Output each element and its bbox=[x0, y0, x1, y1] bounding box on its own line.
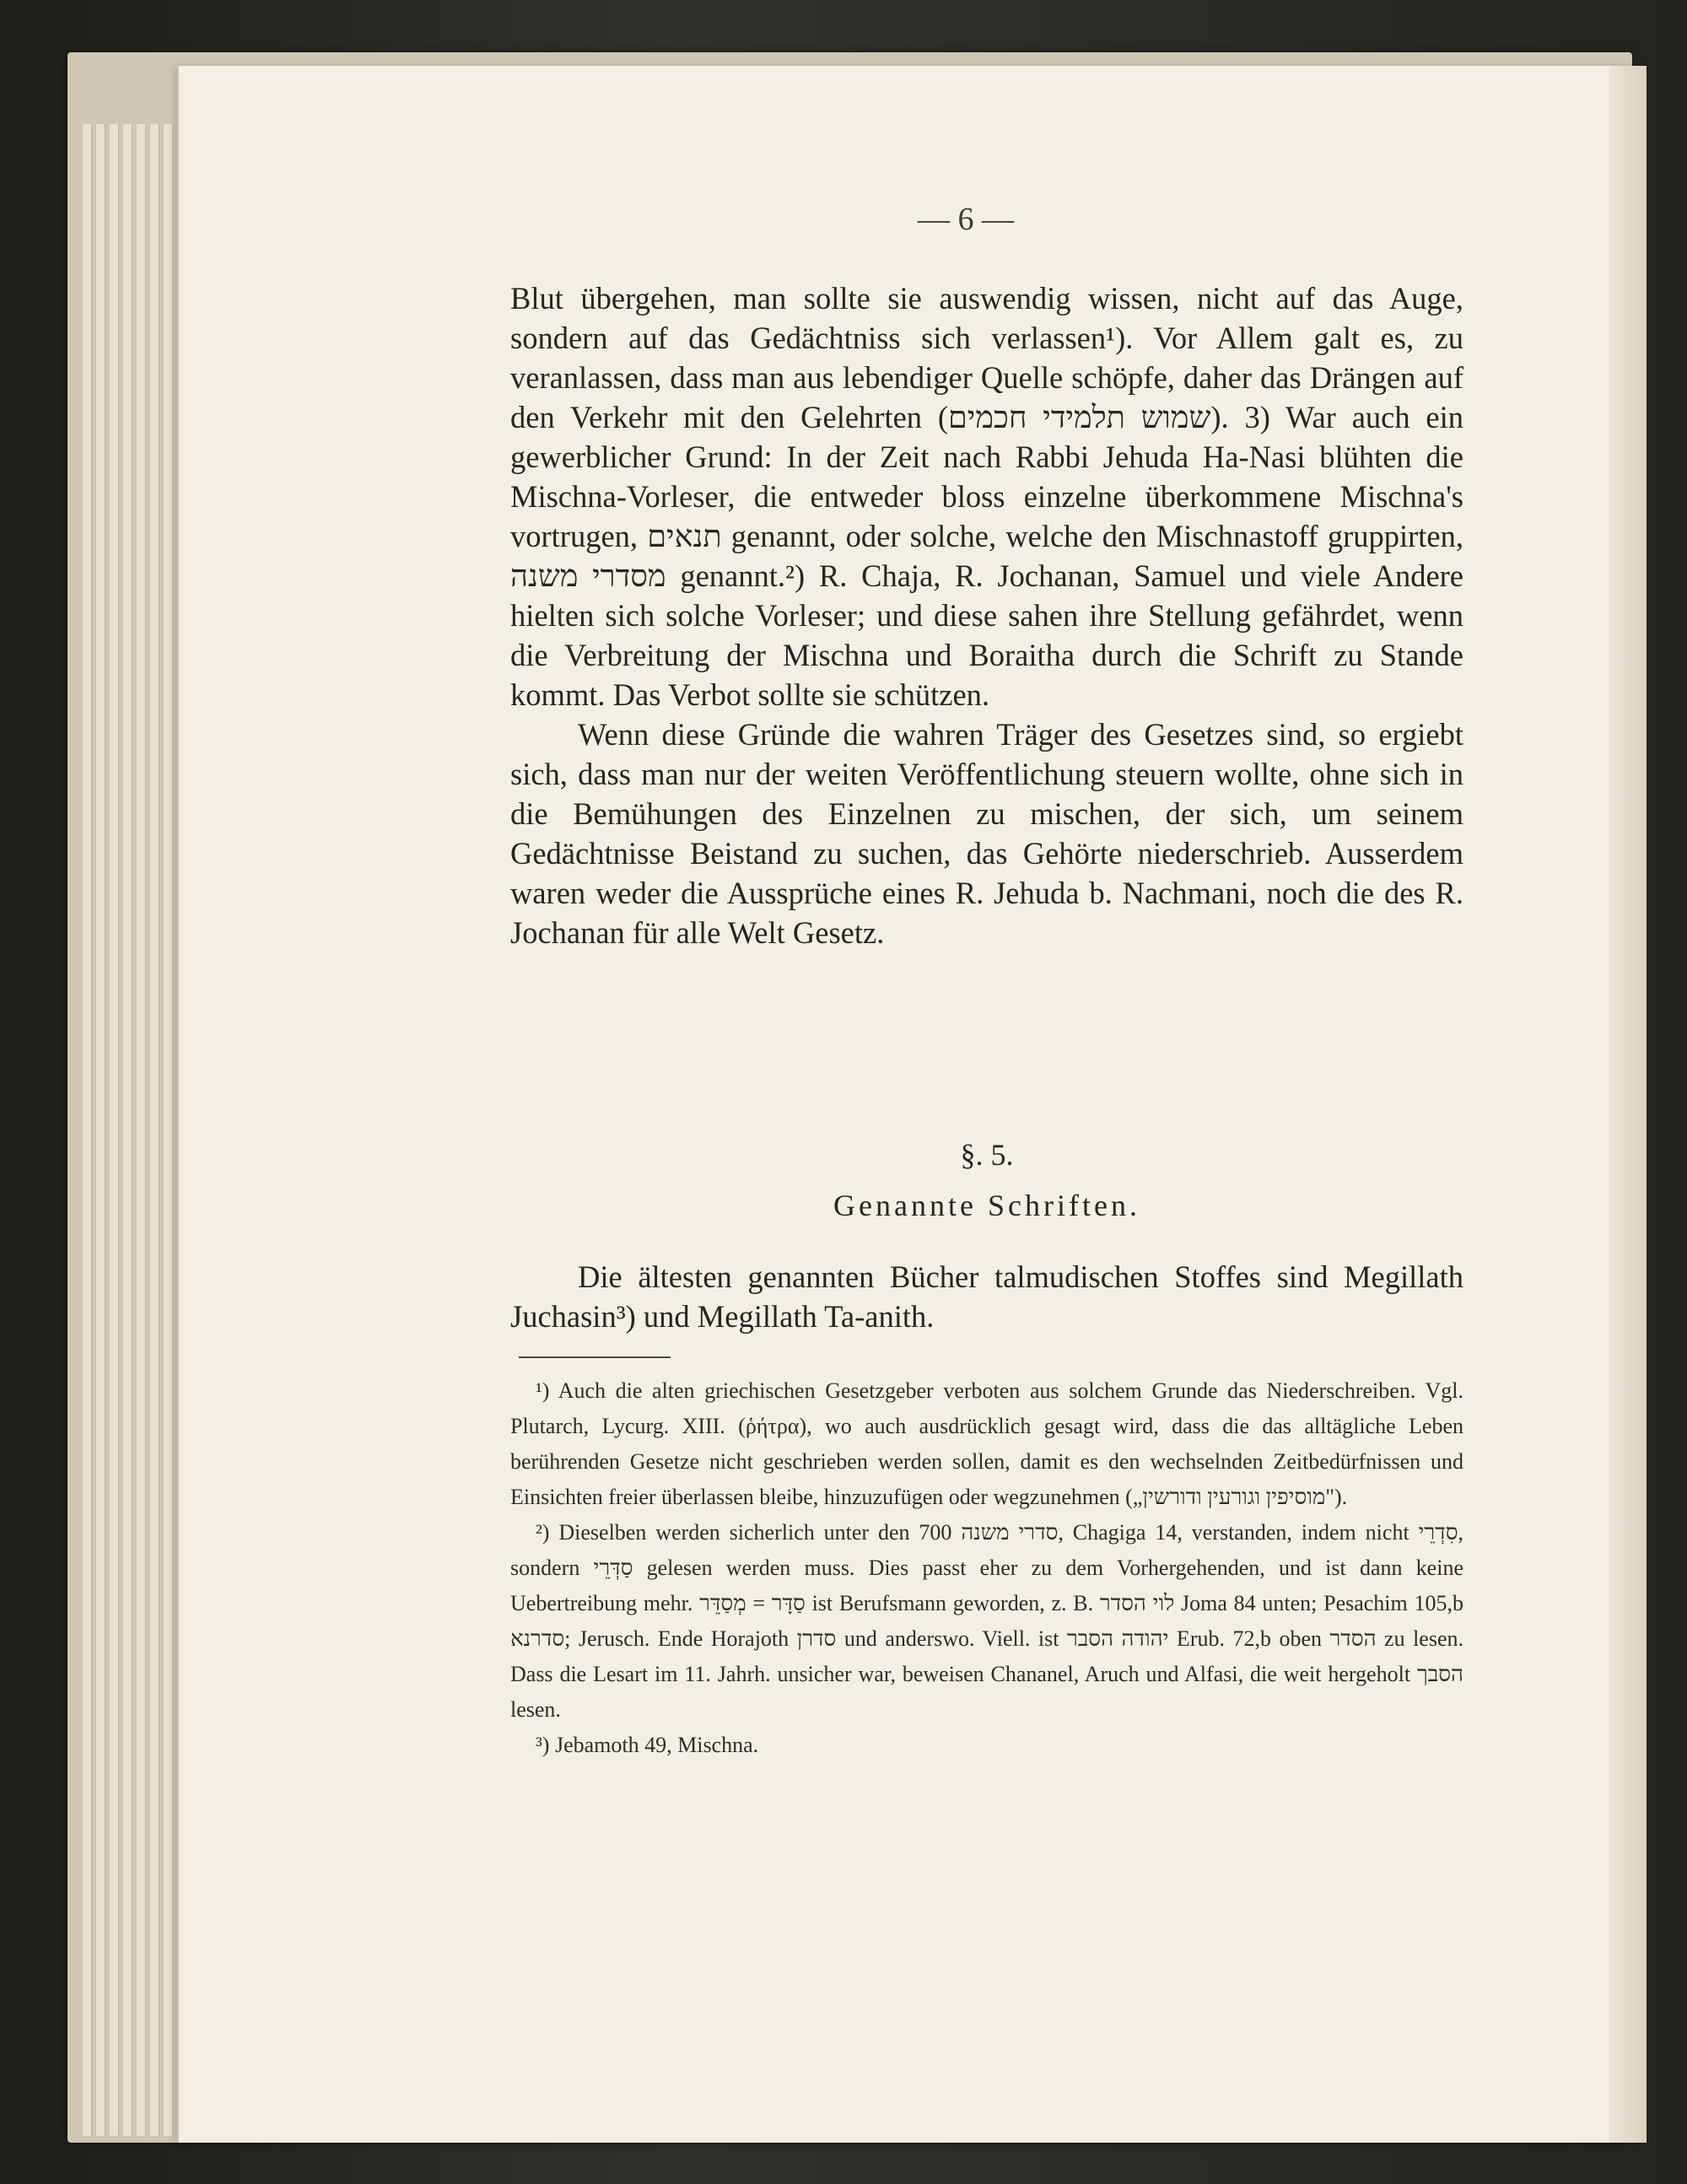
page-number: — 6 — bbox=[918, 202, 1014, 237]
body-text bbox=[510, 278, 1463, 952]
page-edge bbox=[137, 124, 146, 2136]
section-heading: Genannte Schriften. bbox=[833, 1189, 1140, 1222]
footnote: ²) Dieselben werden sicherlich unter den 700 סדרי משנה, Chagiga 14, verstanden, indem nicht סִדְרֵי, sondern סַדְּרֵי gelesen werden muss. Dies passt eher zu dem Vorhergehenden, und ist dann keine Uebertreibung mehr. סַדָּר = מְסַדֵּר ist Berufsmann geworden, z. B. לוי הסדר Joma 84 unten; Pesachim 105,b סדרנא; Jerusch. Ende Horajoth סדרן und anderswo. Viell. ist יהודה הסבר Erub. 72,b oben הסדר zu lesen. Dass die Lesart im 11. Jahrh. unsicher war, beweisen Chananel, Aruch und Alfasi, die weit hergeholt הסבך lesen. bbox=[510, 1520, 1464, 1722]
paragraph: Wenn diese Gründe die wahren Träger des Gesetzes sind, so ergiebt sich, dass man nur der weiten Veröffentlichung steuern wollte, ohne sich in die Bemühungen des Einzelnen zu mischen, der sich, um seinem Gedächtnisse Beistand zu suchen, das Gehörte niederschrieb. Ausserdem waren weder die Aussprüche eines R. Jehuda b. Nachmani, noch die des R. Jochanan für alle Welt Gesetz. bbox=[510, 717, 1463, 950]
page-edge bbox=[110, 124, 119, 2136]
page-edge bbox=[123, 124, 132, 2136]
paragraph: Blut übergehen, man sollte sie auswendig wissen, nicht auf das Auge, sondern auf das Gedächtniss sich verlassen¹). Vor Allem galt es, zu veranlassen, dass man aus lebendiger Quelle schöpfe, daher das Drängen auf den Verkehr mit den Gelehrten (שמוש תלמידי חכמים). 3) War auch ein gewerblicher Grund: In der Zeit nach Rabbi Jehuda Ha-Nasi blühten die Mischna-Vorleser, die entweder bloss einzelne überkommene Mischna's vortrugen, תנאים genannt, oder solche, welche den Mischnastoff gruppirten, מסדרי משנה genannt.²) R. Chaja, R. Jochanan, Samuel und viele Andere hielten sich solche Vorleser; und diese sahen ihre Stellung gefährdet, wenn die Verbreitung der Mischna und Boraitha durch die Schrift zu Stande kommt. Das Verbot sollte sie schützen. bbox=[510, 281, 1464, 712]
page-gutter bbox=[1609, 66, 1647, 2143]
page-edge bbox=[164, 124, 173, 2136]
footnote-separator bbox=[519, 1356, 671, 1358]
footnote: ¹) Auch die alten griechischen Gesetzgeber verboten aus solchem Grunde das Niederschreiben. Vgl. Plutarch, Lycurg. XIII. (ῥήτρα), wo auch ausdrücklich gesagt wird, dass die das alltägliche Leben berührenden Gesetze nicht geschrieben werden sollen, damit es den wechselnden Zeitbedürfnissen und Einsichten freier überlassen bleibe, hinzuzufügen oder wegzunehmen („מוסיפין וגורעין ודורשין"). bbox=[510, 1378, 1463, 1509]
footnotes bbox=[510, 1373, 1463, 1763]
footnote: ³) Jebamoth 49, Mischna. bbox=[536, 1733, 759, 1757]
page-edge bbox=[83, 124, 92, 2136]
section-body bbox=[510, 1257, 1463, 1336]
paragraph: Die ältesten genannten Bücher talmudischen Stoffes sind Megillath Juchasin³) und Megillath Ta-anith. bbox=[510, 1259, 1463, 1334]
page-edge bbox=[150, 124, 159, 2136]
page-edge bbox=[96, 124, 105, 2136]
section-number: §. 5. bbox=[960, 1138, 1014, 1172]
